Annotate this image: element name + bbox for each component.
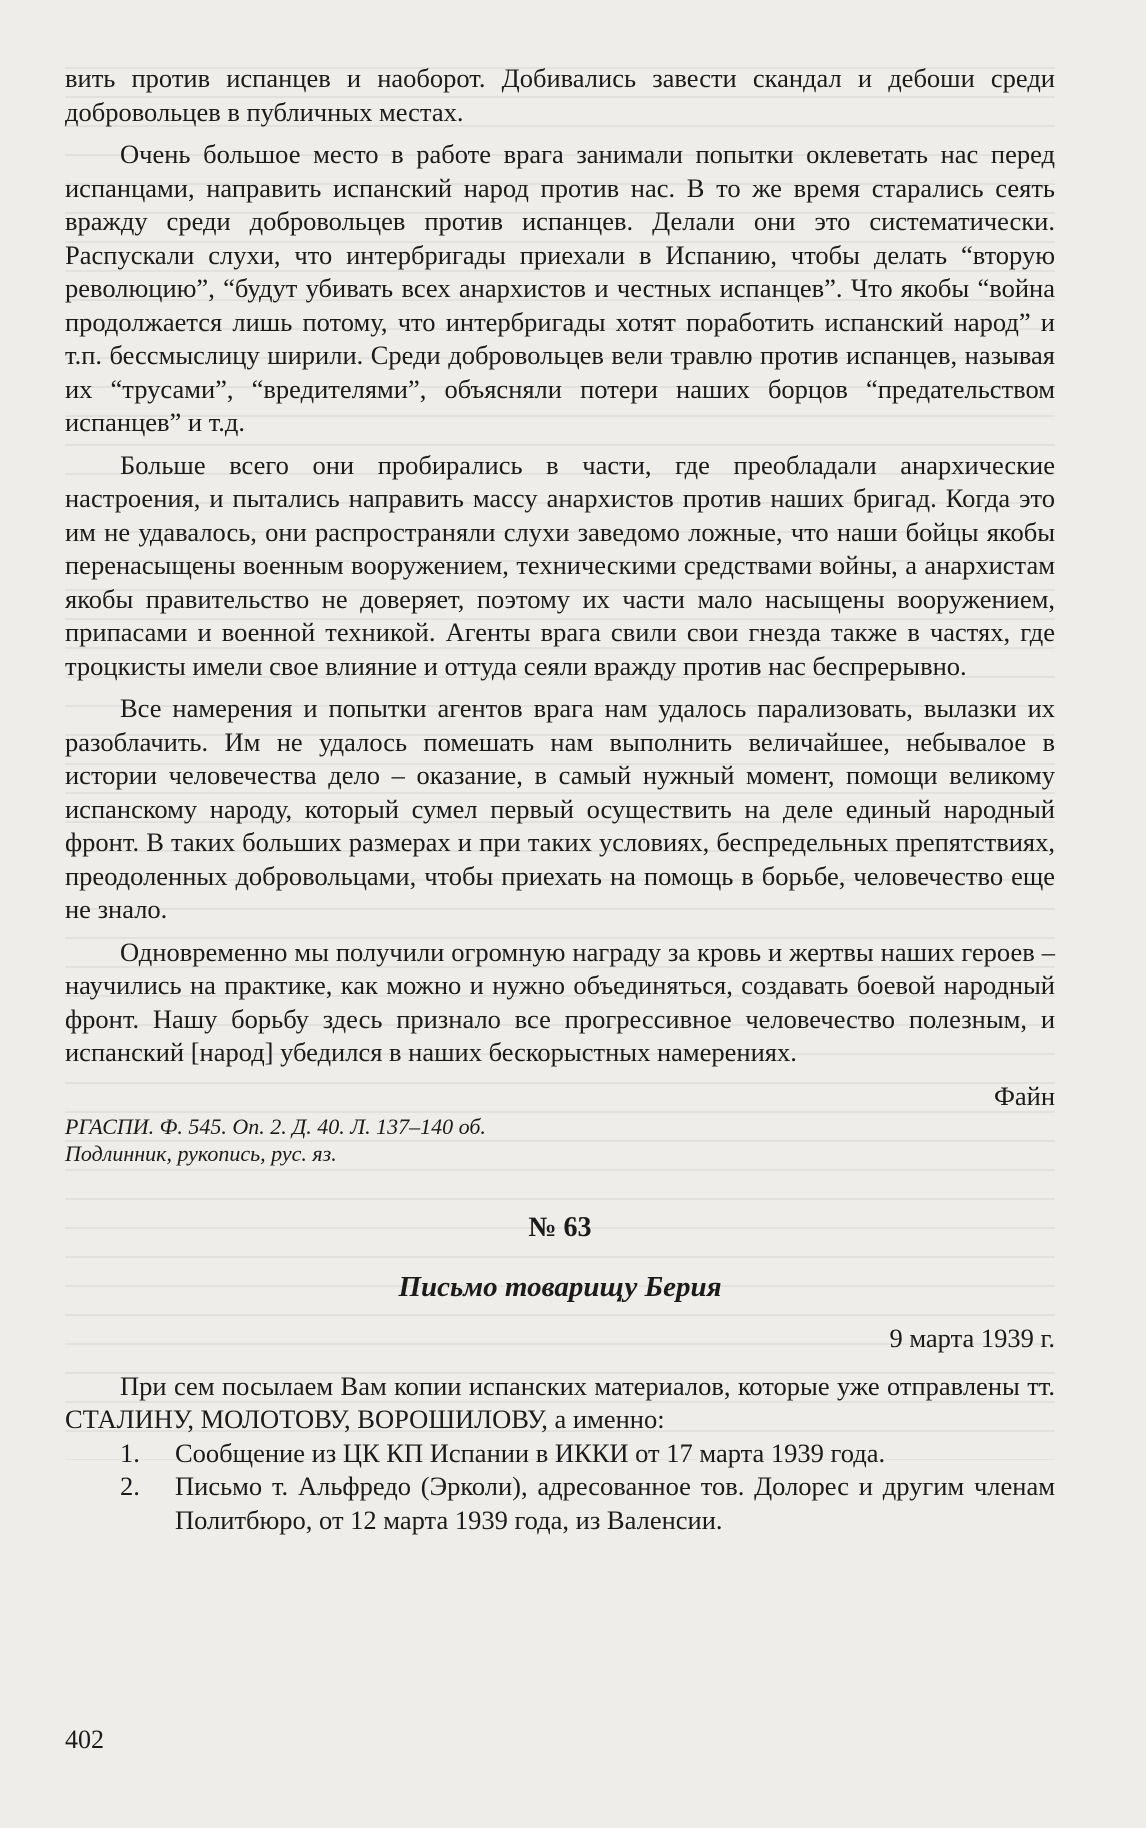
page-number: 402 [65, 1725, 104, 1754]
paragraph-continuation: вить против испанцев и наоборот. Добивались завести скандал и дебоши среди добровольцев в публичных местах. [65, 63, 1055, 127]
signature: Файн [993, 1080, 1055, 1111]
paragraph: Очень большое место в работе врага занимали попытки оклеветать нас перед испанцами, направить испанский народ против нас. В то же время старались сеять вражду среди добровольцев против испанцев. Делали они это систематически. Распускали слухи, что интербригады приехали в Испанию, чтобы делать “вторую революцию”, “будут убивать всех анархистов и честных испанцев”. Что якобы “война продолжается лишь потому, что интербригады хотят поработить испанский народ” и т.п. бессмыслицу ширили. Среди добровольцев вели травлю против испанцев, называя их “трусами”, “вредителями”, объясняли потери наших борцов “предательством испанцев” и т.д. [65, 139, 1055, 437]
list-item-number: 2. [120, 1471, 140, 1501]
list-item-number: 1. [120, 1437, 140, 1468]
document-date: 9 марта 1939 г. [889, 1323, 1055, 1353]
archive-note: Подлинник, рукопись, рус. яз. [65, 1141, 337, 1166]
list-item-text: Письмо т. Альфредо (Эрколи), адресованное тов. Долорес и другим членам Политбюро, от 12 марта 1939 года, из Валенсии. [175, 1471, 1055, 1535]
page-text [65, 62, 1055, 1537]
paragraph: Одновременно мы получили огромную награду за кровь и жертвы наших героев – научились на практике, как можно и нужно объединяться, создавать боевой народный фронт. Нашу борьбу здесь признало все прогрессивное человечество полезным, и испанский [народ] убедился в наших бескорыстных намерениях. [65, 936, 1055, 1067]
document-number: № 63 [528, 1212, 592, 1243]
paragraph: Больше всего они пробирались в части, где преобладали анархические настроения, и пытались направить массу анархистов против наших бригад. Когда это им не удавалось, они распространяли слухи заведомо ложные, что наши бойцы якобы перенасыщены военным вооружением, техническими средствами войны, а анархистам якобы правительство не доверяет, поэтому их части мало насыщены вооружением, припасами и военной техникой. Агенты врага свили свои гнезда также в частях, где троцкисты имели свое влияние и оттуда сеяли вражду против нас беспрерывно. [65, 449, 1055, 681]
list-item [120, 1437, 1055, 1471]
document-title: Письмо товарищу Берия [398, 1270, 722, 1303]
list-item [120, 1470, 1055, 1537]
document-intro: При сем посылаем Вам копии испанских материалов, которые уже отправлены тт. СТАЛИНУ, МОЛОТОВУ, ВОРОШИЛОВУ, а именно: [65, 1370, 1055, 1434]
paragraph: Все намерения и попытки агентов врага нам удалось парализовать, вылазки их разоблачить. Им не удалось помешать нам выполнить величайшее, небывалое в истории человечества дело – оказание, в самый нужный момент, помощи великому испанскому народу, который сумел первый осуществить на деле единый народный фронт. В таких больших размерах и при таких условиях, беспредельных препятствиях, преодоленных добровольцами, чтобы приехать на помощь в борьбе, человечество еще не знало. [65, 693, 1055, 924]
archive-reference: РГАСПИ. Ф. 545. Оп. 2. Д. 40. Л. 137–140 об. [65, 1114, 486, 1139]
list-item-text: Сообщение из ЦК КП Испании в ИККИ от 17 марта 1939 года. [175, 1437, 886, 1468]
